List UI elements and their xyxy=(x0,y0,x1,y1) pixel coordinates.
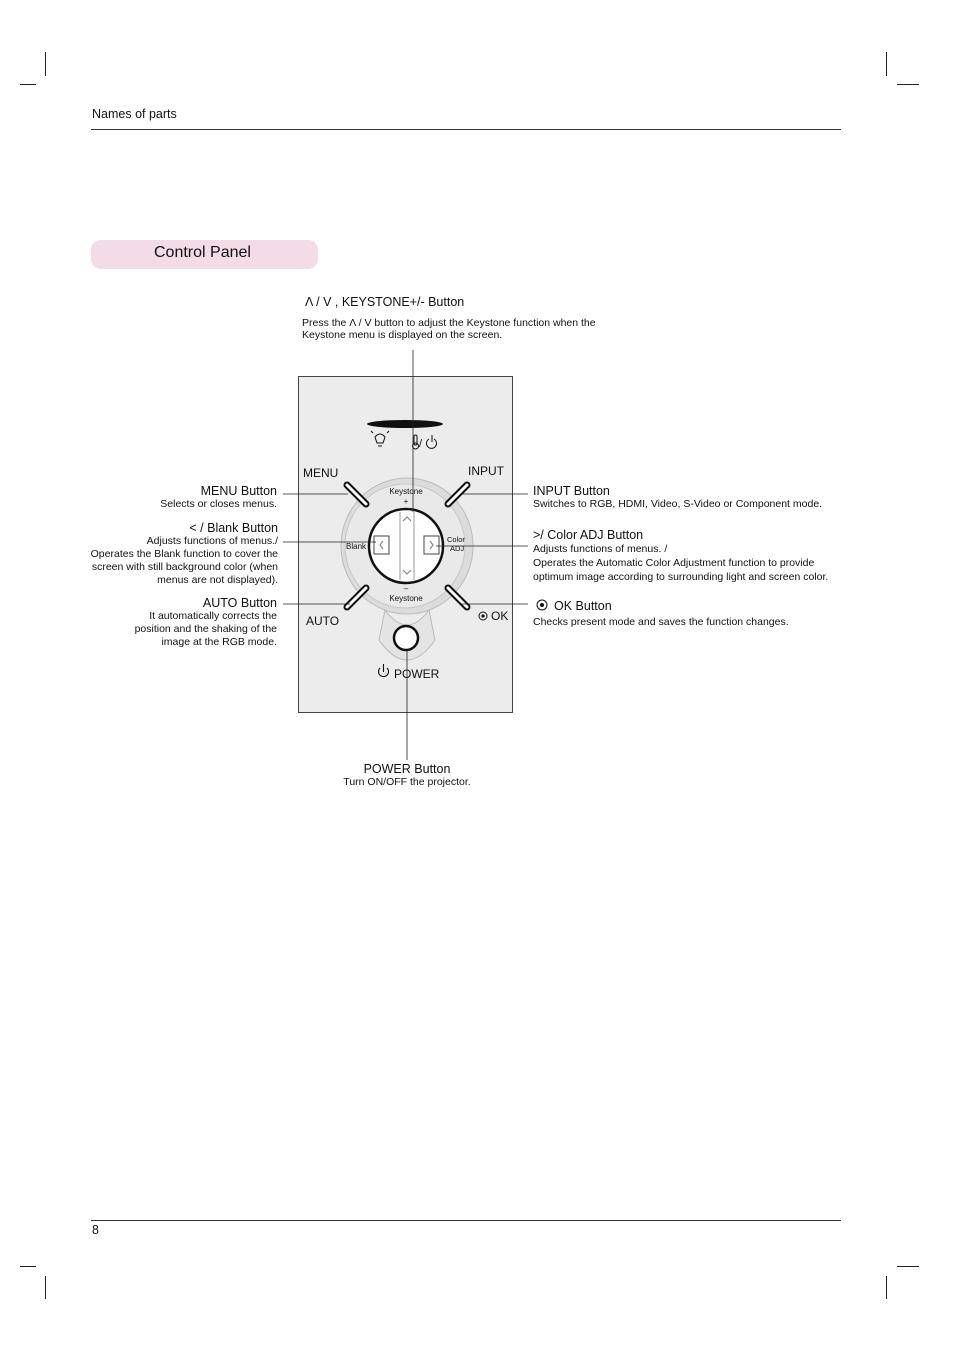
input-panel-label: INPUT xyxy=(468,464,504,478)
blank-callout-desc: screen with still background color (when xyxy=(91,561,278,573)
footer-rule xyxy=(91,1220,841,1221)
keystone-callout-title: Λ / V , KEYSTONE+/- Button xyxy=(305,295,465,309)
adj-panel-label: ADJ xyxy=(450,544,465,553)
menu-callout-desc: Selects or closes menus. xyxy=(160,498,277,510)
color-adj-callout-desc: Adjusts functions of menus. / xyxy=(533,543,668,555)
blank-callout-desc: Adjusts functions of menus./ xyxy=(146,535,278,547)
keystone-minus-label: – xyxy=(403,584,409,593)
left-key[interactable] xyxy=(374,536,389,554)
color-adj-callout xyxy=(533,528,873,584)
power-callout xyxy=(307,762,507,789)
input-callout-desc: Switches to RGB, HDMI, Video, S-Video or Component mode. xyxy=(533,498,823,510)
blank-callout-title: < / Blank Button xyxy=(189,521,278,535)
menu-callout-title: MENU Button xyxy=(200,484,277,498)
ok-callout xyxy=(533,599,863,629)
ok-callout-title: OK Button xyxy=(554,599,612,613)
color-panel-label: Color xyxy=(447,535,465,544)
lamp-icon xyxy=(371,431,389,446)
ok-callout-desc: Checks present mode and saves the function changes. xyxy=(533,616,789,628)
auto-panel-label: AUTO xyxy=(306,614,340,628)
keystone-callout-desc: Keystone menu is displayed on the screen. xyxy=(302,329,503,341)
ok-panel-label: OK xyxy=(491,609,509,623)
menu-callout xyxy=(60,484,277,511)
keystone-callout-desc: Press the Λ / V button to adjust the Keystone function when the xyxy=(302,317,596,329)
slash-glyph: / xyxy=(419,438,423,450)
input-callout-title: INPUT Button xyxy=(533,484,610,498)
color-adj-callout-desc: optimum image according to surrounding light and screen color. xyxy=(533,571,829,583)
menu-panel-label: MENU xyxy=(303,466,339,480)
page-number: 8 xyxy=(92,1223,99,1237)
power-key[interactable] xyxy=(394,626,418,650)
power-callout-desc: Turn ON/OFF the projector. xyxy=(343,776,471,788)
standby-icon xyxy=(427,435,437,448)
section-title: Control Panel xyxy=(154,244,251,261)
auto-callout xyxy=(60,596,277,649)
indicator-bar xyxy=(367,420,443,428)
input-callout xyxy=(533,484,863,511)
blank-panel-label: Blank xyxy=(346,542,367,551)
power-callout-title: POWER Button xyxy=(363,762,451,776)
blank-callout xyxy=(40,521,278,587)
blank-callout-desc: menus are not displayed). xyxy=(157,574,278,586)
auto-callout-desc: position and the shaking of the xyxy=(134,623,277,635)
auto-callout-desc: image at the RGB mode. xyxy=(161,636,277,648)
keystone-plus-label: + xyxy=(403,497,409,506)
keystone-down-label: Keystone xyxy=(389,594,423,603)
power-icon xyxy=(378,664,388,677)
color-adj-callout-desc: Operates the Automatic Color Adjustment function to provide xyxy=(533,557,815,569)
right-key[interactable] xyxy=(424,536,439,554)
ok-icon xyxy=(479,612,487,620)
power-panel-label: POWER xyxy=(394,667,440,681)
section-header: Names of parts xyxy=(92,107,177,121)
blank-callout-desc: Operates the Blank function to cover the xyxy=(90,548,278,560)
auto-callout-desc: It automatically corrects the xyxy=(149,610,277,622)
color-adj-callout-title: >/ Color ADJ Button xyxy=(533,528,644,542)
auto-callout-title: AUTO Button xyxy=(202,596,277,610)
keystone-up-label: Keystone xyxy=(389,487,423,496)
